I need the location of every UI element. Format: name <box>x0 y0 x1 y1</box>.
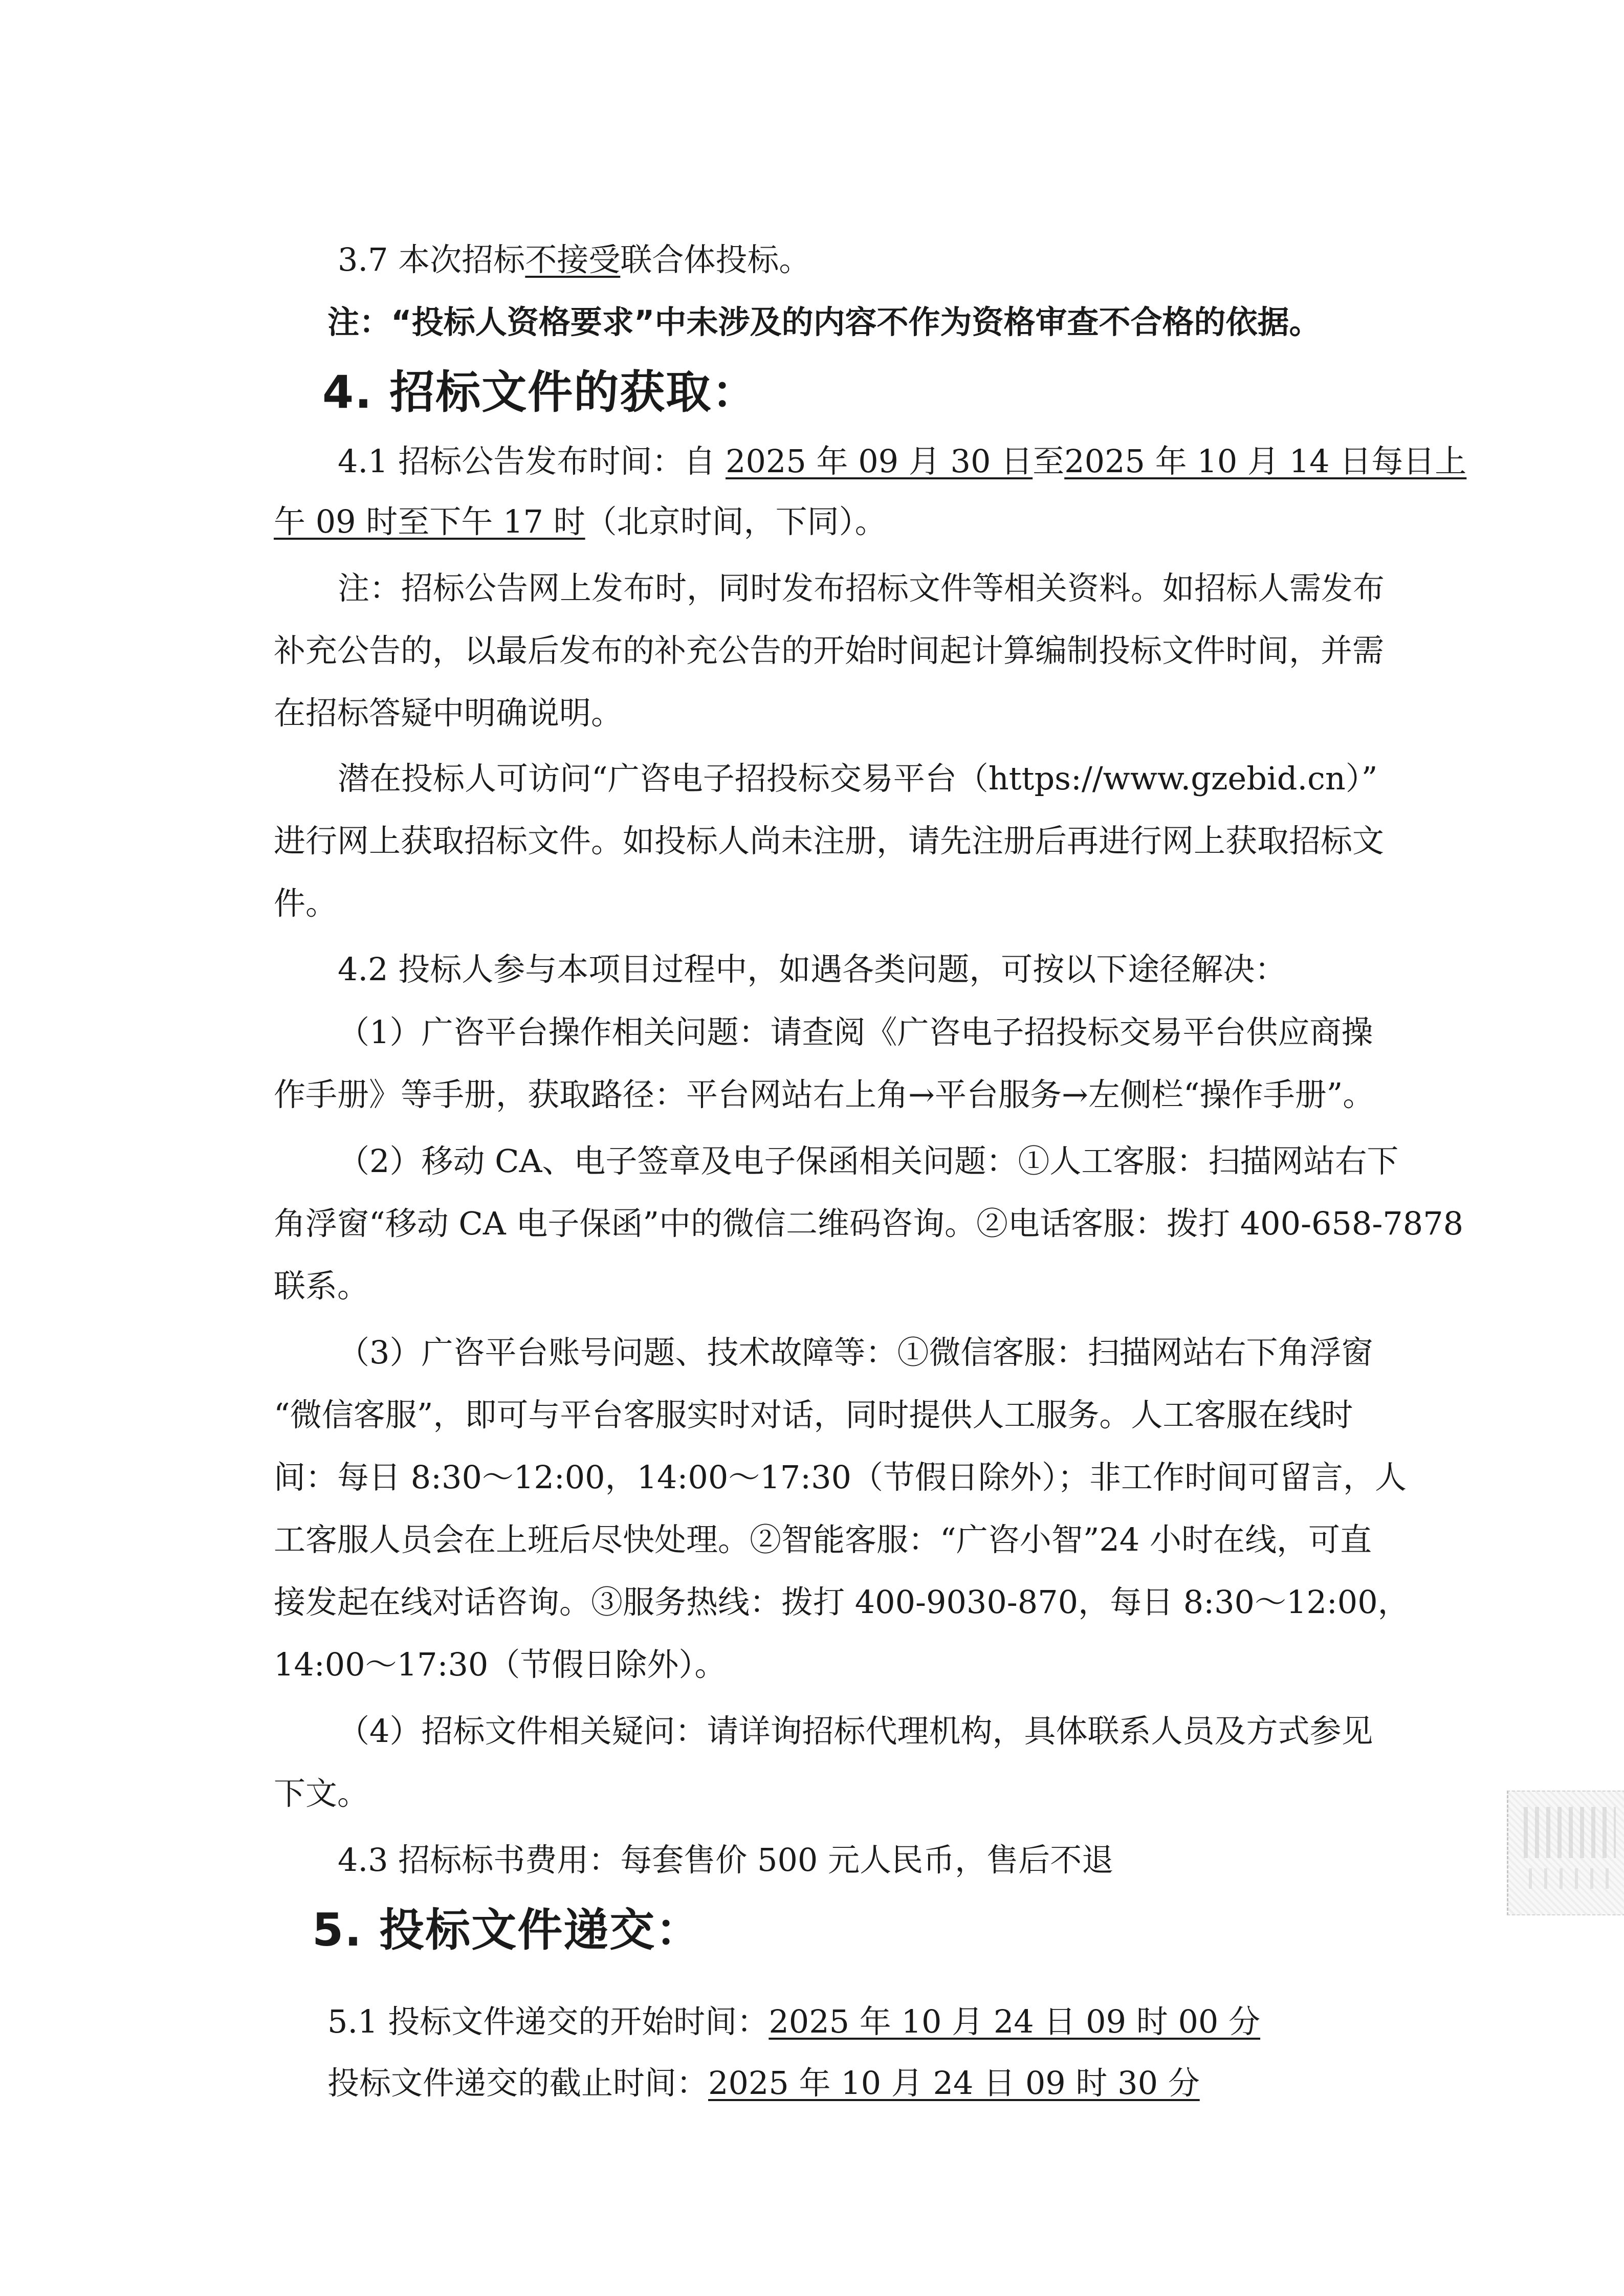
item-2-line1: （2）移动 CA、电子签章及电子保函相关问题：①人工客服：扫描网站右下 <box>338 1142 1399 1180</box>
potential-bidder-line3: 件。 <box>274 885 338 922</box>
clause-3-7-tail: 联合体投标。 <box>620 241 811 278</box>
clause-4-1-to: 至 <box>1033 443 1065 480</box>
submit-deadline-label: 投标文件递交的截止时间： <box>327 2064 709 2102</box>
item-3-line5: 接发起在线对话咨询。③服务热线：拨打 400-9030-870，每日 8:30～12:00， <box>274 1583 1410 1621</box>
item-3-line4: 工客服人员会在上班后尽快处理。②智能客服：“广咨小智”24 小时在线，可直 <box>274 1521 1372 1558</box>
note-4-1-line3: 在招标答疑中明确说明。 <box>274 694 623 732</box>
section-5-heading: 5. 投标文件递交： <box>312 1904 702 1956</box>
clause-4-3: 4.3 招标标书费用：每套售价 500 元人民币，售后不退 <box>338 1841 1114 1879</box>
clause-5-1-start <box>327 2001 1260 2042</box>
clause-4-1-line1 <box>338 441 1466 482</box>
clause-4-1-label: 4.1 招标公告发布时间：自 <box>338 443 726 480</box>
clause-4-2: 4.2 投标人参与本项目过程中，如遇各类问题，可按以下途径解决： <box>338 951 1287 988</box>
item-1-line1: （1）广咨平台操作相关问题：请查阅《广咨电子招投标交易平台供应商操 <box>338 1013 1373 1051</box>
note-4-1-line1: 注：招标公告网上发布时，同时发布招标文件等相关资料。如招标人需发布 <box>338 569 1385 607</box>
seal-impression-lower <box>1529 1868 1611 1889</box>
clause-4-1-timezone: （北京时间，下同）。 <box>585 503 887 540</box>
clause-5-1-deadline <box>327 2063 1200 2104</box>
potential-bidder-line1: 潜在投标人可访问“广咨电子招投标交易平台（https://www.gzebid.cn）” <box>338 760 1378 797</box>
clause-3-7-underlined: 不接受 <box>525 241 621 278</box>
announce-start-date: 2025 年 09 月 30 日 <box>726 443 1033 480</box>
potential-bidder-line2: 进行网上获取招标文件。如投标人尚未注册，请先注册后再进行网上获取招标文 <box>274 822 1385 859</box>
submit-start-label: 5.1 投标文件递交的开始时间： <box>327 2003 769 2040</box>
qualification-note: 注：“投标人资格要求”中未涉及的内容不作为资格审查不合格的依据。 <box>327 303 1321 341</box>
item-3-line1: （3）广咨平台账号问题、技术故障等：①微信客服：扫描网站右下角浮窗 <box>338 1334 1373 1371</box>
item-2-line2: 角浮窗“移动 CA 电子保函”中的微信二维码咨询。②电话客服：拨打 400-658-7878 <box>274 1205 1464 1242</box>
clause-3-7-text: 3.7 本次招标 <box>338 241 525 278</box>
announce-end-date: 2025 年 10 月 14 日每日上 <box>1064 443 1467 480</box>
item-4-line2: 下文。 <box>274 1775 369 1812</box>
submit-deadline-time: 2025 年 10 月 24 日 09 时 30 分 <box>708 2064 1200 2102</box>
note-4-1-line2: 补充公告的，以最后发布的补充公告的开始时间起计算编制投标文件时间，并需 <box>274 632 1385 669</box>
seal-impression <box>1524 1807 1616 1858</box>
item-1-line2: 作手册》等手册，获取路径：平台网站右上角→平台服务→左侧栏“操作手册”。 <box>274 1076 1375 1113</box>
submit-start-time: 2025 年 10 月 24 日 09 时 00 分 <box>769 2003 1261 2040</box>
seam-seal-stamp <box>1507 1791 1624 1915</box>
clause-3-7 <box>338 239 810 280</box>
item-3-line3: 间：每日 8:30～12:00，14:00～17:30（节假日除外）；非工作时间可留言，人 <box>274 1459 1407 1496</box>
item-2-line3: 联系。 <box>274 1267 369 1305</box>
item-4-line1: （4）招标文件相关疑问：请详询招标代理机构，具体联系人员及方式参见 <box>338 1712 1373 1750</box>
announce-daily-hours: 午 09 时至下午 17 时 <box>274 503 585 540</box>
item-3-line6: 14:00～17:30（节假日除外）。 <box>274 1646 727 1683</box>
item-3-line2: “微信客服”，即可与平台客服实时对话，同时提供人工服务。人工客服在线时 <box>274 1396 1353 1433</box>
clause-4-1-line2 <box>274 501 887 542</box>
section-4-heading: 4. 招标文件的获取： <box>322 366 758 418</box>
